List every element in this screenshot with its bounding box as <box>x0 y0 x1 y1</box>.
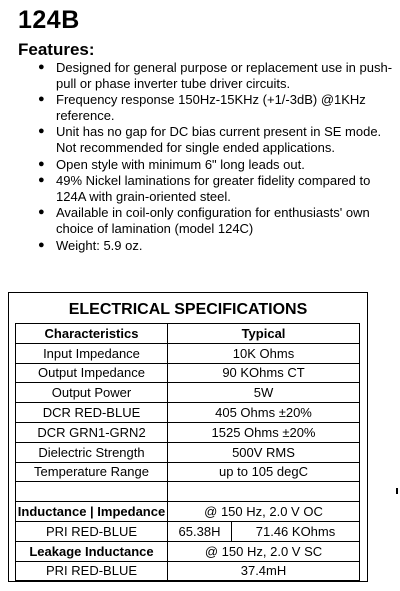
row-label: Dielectric Strength <box>16 442 168 462</box>
bullet-icon: ● <box>38 61 45 73</box>
product-title: 124B <box>18 6 80 34</box>
feature-item <box>38 124 400 155</box>
feature-item <box>38 173 400 204</box>
table-row <box>16 521 360 541</box>
table-row <box>16 403 360 423</box>
leakage-value: 37.4mH <box>168 561 360 581</box>
row-value: 500V RMS <box>168 442 360 462</box>
table-row <box>16 442 360 462</box>
inductance-value: 65.38H <box>168 521 232 541</box>
table-spacer-row <box>16 482 360 502</box>
inductance-pri-label: PRI RED-BLUE <box>16 521 168 541</box>
row-label: Output Impedance <box>16 363 168 383</box>
row-value: 1525 Ohms ±20% <box>168 422 360 442</box>
feature-text: Available in coil-only configuration for enthusiasts' own choice of lamination (model 124C) <box>56 205 370 236</box>
features-list <box>38 60 400 254</box>
row-label: Input Impedance <box>16 343 168 363</box>
feature-text: Designed for general purpose or replacement use in push-pull or phase inverter tube driver circuits. <box>56 60 393 91</box>
row-label: Temperature Range <box>16 462 168 482</box>
inductance-condition: @ 150 Hz, 2.0 V OC <box>168 502 360 522</box>
bullet-icon: ● <box>38 157 45 170</box>
table-header-row <box>16 324 360 344</box>
feature-item <box>38 92 400 123</box>
edge-mark <box>396 488 398 494</box>
table-row <box>16 343 360 363</box>
row-label: DCR RED-BLUE <box>16 403 168 423</box>
row-value: up to 105 degC <box>168 462 360 482</box>
feature-item <box>38 157 400 173</box>
electrical-specs-box <box>8 292 368 582</box>
row-label: DCR GRN1-GRN2 <box>16 422 168 442</box>
inductance-label: Inductance | Impedance <box>16 502 168 522</box>
row-value: 405 Ohms ±20% <box>168 403 360 423</box>
bullet-icon: ● <box>38 125 45 138</box>
specs-table <box>15 323 360 581</box>
table-row <box>16 462 360 482</box>
feature-text: Weight: 5.9 oz. <box>56 237 143 253</box>
feature-item <box>38 238 400 254</box>
row-value: 10K Ohms <box>168 343 360 363</box>
col-header-typical: Typical <box>168 324 360 344</box>
row-label: Output Power <box>16 383 168 403</box>
bullet-icon: ● <box>38 238 45 251</box>
feature-text: Frequency response 150Hz-15KHz (+1/-3dB) @1KHz reference. <box>56 92 366 123</box>
col-header-characteristics: Characteristics <box>16 324 168 344</box>
leakage-condition: @ 150 Hz, 2.0 V SC <box>168 541 360 561</box>
bullet-icon: ● <box>38 93 45 106</box>
specs-heading: ELECTRICAL SPECIFICATIONS <box>68 301 308 318</box>
row-value: 90 KOhms CT <box>168 363 360 383</box>
feature-text: Unit has no gap for DC bias current present in SE mode. Not recommended for single ended applications. <box>56 124 382 155</box>
table-row <box>16 561 360 581</box>
features-heading: Features: <box>18 40 95 59</box>
table-row <box>16 363 360 383</box>
feature-item <box>38 60 400 91</box>
bullet-icon: ● <box>38 206 45 219</box>
table-row <box>16 541 360 561</box>
leakage-pri-label: PRI RED-BLUE <box>16 561 168 581</box>
table-row <box>16 422 360 442</box>
feature-item <box>38 205 400 236</box>
leakage-label: Leakage Inductance <box>16 541 168 561</box>
table-row <box>16 383 360 403</box>
feature-text: Open style with minimum 6" long leads out. <box>56 156 305 172</box>
impedance-value: 71.46 KOhms <box>232 521 360 541</box>
bullet-icon: ● <box>38 174 45 187</box>
feature-text: 49% Nickel laminations for greater fidelity compared to 124A with grain-oriented steel. <box>56 173 371 204</box>
row-value: 5W <box>168 383 360 403</box>
table-row <box>16 502 360 522</box>
